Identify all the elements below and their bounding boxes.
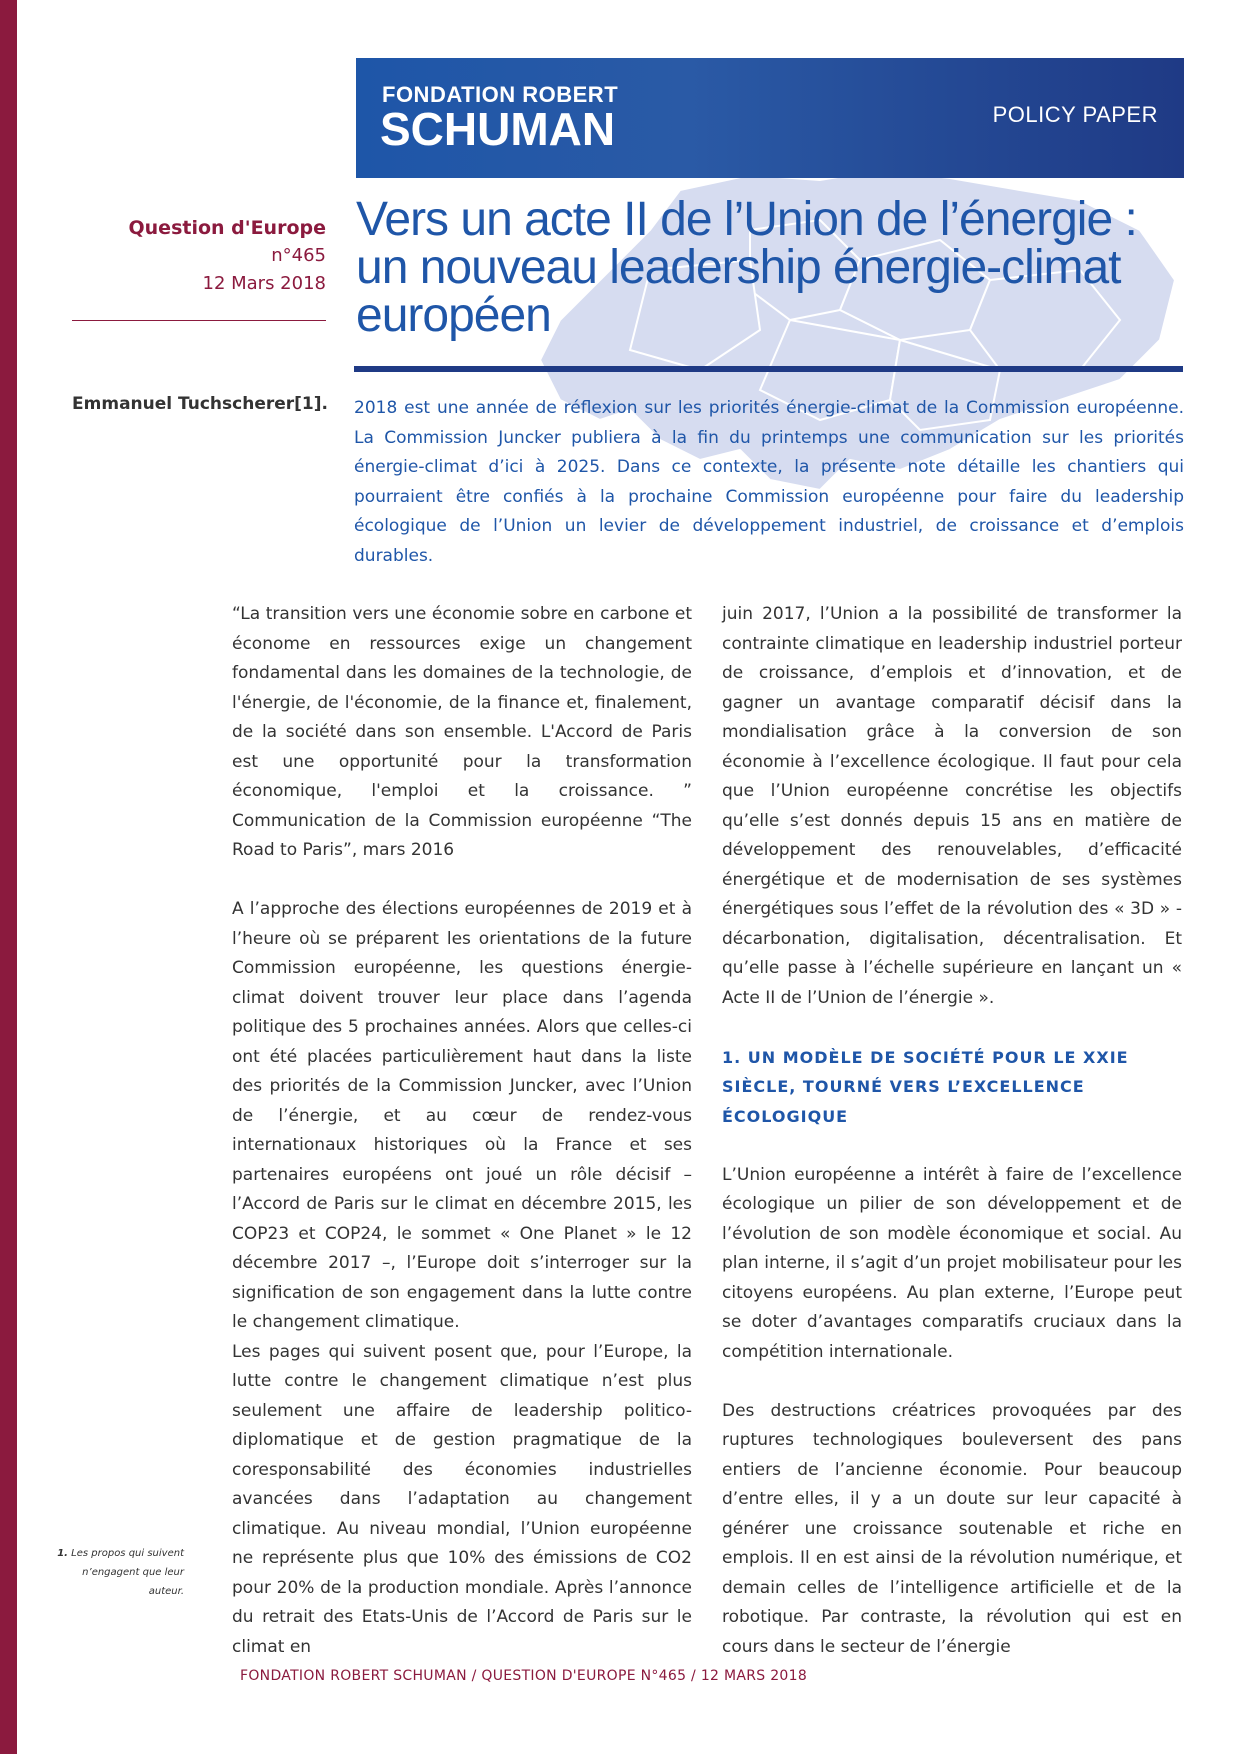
body-column-right (722, 600, 1182, 1662)
author-name: Emmanuel Tuchscherer[1]. (72, 394, 328, 414)
publication-date: 12 Mars 2018 (202, 273, 326, 294)
publication-meta (70, 214, 326, 298)
issue-number: n°465 (271, 245, 326, 266)
footnote-text: Les propos qui suivent n’engagent que leur auteur. (71, 1548, 184, 1597)
series-name: Question d'Europe (128, 217, 326, 239)
abstract: 2018 est une année de réflexion sur les priorités énergie-climat de la Commission européenne. La Commission Juncker publiera à la fin du printemps une communication sur les priorités énergie-climat d’ici à 2025. Dans ce contexte, la présente note détaille les chantiers qui pourraient être confiés à la prochaine Commission européenne pour faire du leadership écologique de l’Union un levier de développement industriel, de croissance et d’emplois durables. (354, 398, 1184, 566)
document-type-label: POLICY PAPER (992, 102, 1158, 127)
page-footer: FONDATION ROBERT SCHUMAN / QUESTION D'EUROPE N°465 / 12 MARS 2018 (240, 1668, 808, 1684)
left-accent-bar (0, 0, 17, 1754)
footnote (52, 1544, 184, 1601)
header-banner (356, 58, 1184, 178)
footnote-number: 1. (57, 1548, 68, 1559)
body-paragraph: juin 2017, l’Union a la possibilité de transformer la contrainte climatique en leadership industriel porteur de croissance, d’emplois et d’innovation, et de gagner un avantage comparatif décisif dans la mondialisation grâce à la conversion de son économie à l’excellence écologique. Il faut pour cela que l’Union européenne concrétise les objectifs qu’elle s’est donnés depuis 15 ans en matière de développement des renouvelables, d’efficacité énergétique et de modernisation de ses systèmes énergétiques sous l’effet de la révolution des « 3D » - décarbonation, digitalisation, décentralisation. Et qu’elle passe à l’échelle supérieure en lançant un « Acte II de l’Union de l’énergie ». (722, 604, 1182, 1008)
body-paragraph: L’Union européenne a intérêt à faire de l’excellence écologique un pilier de son développement et de l’évolution de son modèle économique et social. Au plan interne, il s’agit d’un projet mobilisateur pour les citoyens européens. Au plan externe, l’Europe peut se doter d’avantages comparatifs cruciaux dans la compétition internationale. (722, 1164, 1182, 1362)
title-underline (354, 366, 1183, 372)
body-column-left (232, 600, 692, 1662)
body-paragraph: Des destructions créatrices provoquées par des ruptures technologiques bouleversent des pans entiers de l’ancienne économie. Pour beaucoup d’entre elles, il y a un doute sur leur capacité à générer une croissance soutenable et riche en emplois. Il en est ainsi de la révolution numérique, et demain celles de l’intelligence artificielle et de la robotique. Par contraste, la révolution qui est en cours dans le secteur de l’énergie (722, 1400, 1182, 1657)
document-title: Vers un acte II de l’Union de l’énergie : un nouveau leadership énergie-climat européen (356, 193, 1137, 342)
logo-text-line1: FONDATION ROBERT (382, 82, 619, 107)
meta-divider (72, 320, 326, 321)
body-paragraph: A l’approche des élections européennes de 2019 et à l’heure où se préparent les orientations de la future Commission européenne, les questions énergie-climat doivent trouver leur place dans l’agenda politique des 5 prochaines années. Alors que celles-ci ont été placées particulièrement haut dans la liste des priorités de la Commission Juncker, avec l’Union de l’énergie, et au cœur de rendez-vous internationaux historiques où la France et ses partenaires européens ont joué un rôle décisif – l’Accord de Paris sur le climat en décembre 2015, les COP23 et COP24, le sommet « One Planet » le 12 décembre 2017 –, l’Europe doit s’interroger sur la signification de son engagement dans la lutte contre le changement climatique. (232, 899, 692, 1332)
body-paragraph: Les pages qui suivent posent que, pour l’Europe, la lutte contre le changement climatique n’est plus seulement une affaire de leadership politico-diplomatique et de gestion pragmatique de la coresponsabilité des économies industrielles avancées dans l’adaptation au changement climatique. Au niveau mondial, l’Union européenne ne représente plus que 10% des émissions de CO2 pour 20% de la production mondiale. Après l’annonce du retrait des Etats-Unis de l’Accord de Paris sur le climat en (232, 1341, 692, 1657)
quote-paragraph: “La transition vers une économie sobre en carbone et économe en ressources exige un changement fondamental dans les domaines de la technologie, de l'énergie, de l'économie, de la finance et, finalement, de la société dans son ensemble. L'Accord de Paris est une opportunité pour la transformation économique, l'emploi et la croissance. ” Communication de la Commission européenne “The Road to Paris”, mars 2016 (232, 604, 692, 860)
logo-text-line2: SCHUMAN (380, 103, 616, 155)
section-heading: 1. UN MODÈLE DE SOCIÉTÉ POUR LE XXIE SIÈCLE, TOURNÉ VERS L’EXCELLENCE ÉCOLOGIQUE (722, 1047, 1129, 1126)
